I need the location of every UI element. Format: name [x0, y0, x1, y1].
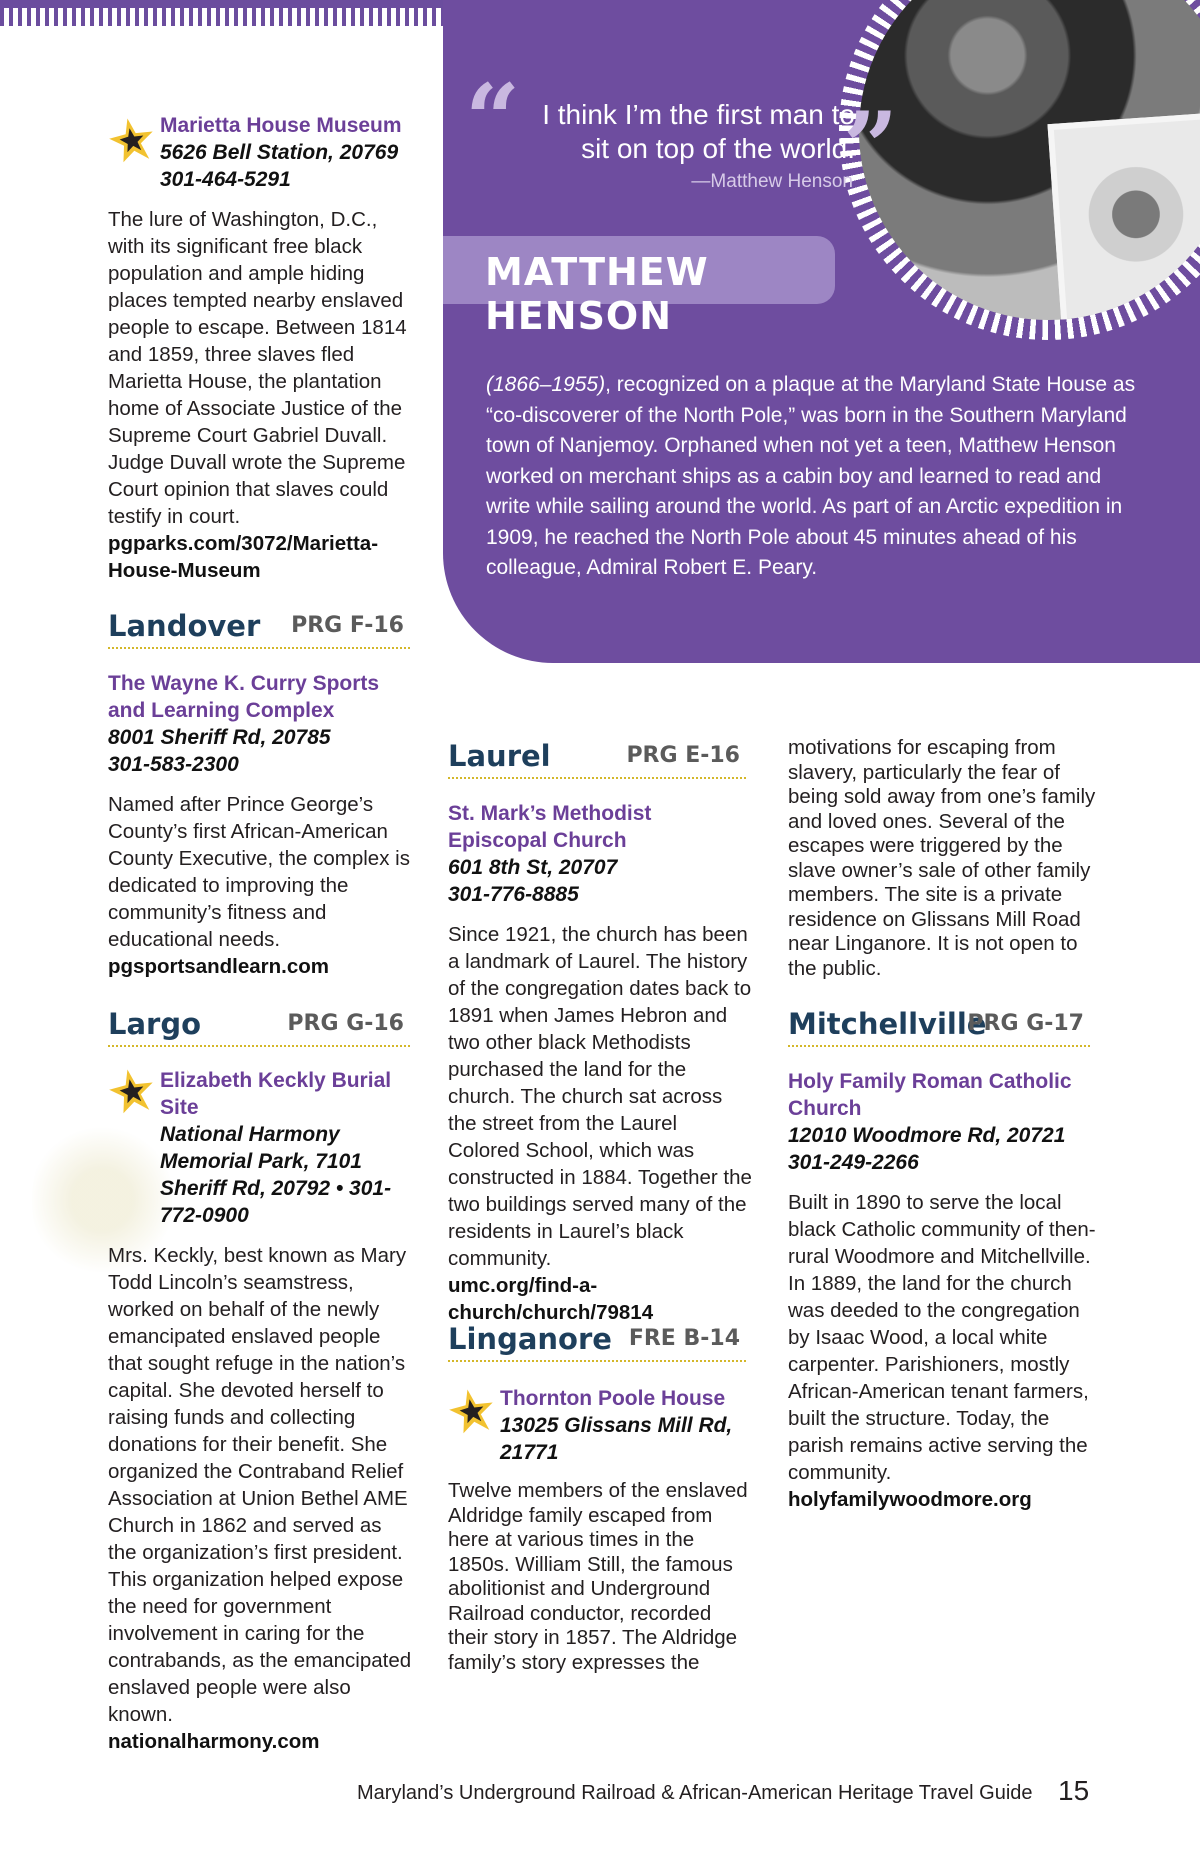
henson-quote: I think I’m the first man to sit on top of the world. [542, 99, 855, 164]
entry-address: 5626 Bell Station, 20769 [160, 141, 399, 164]
entry-title: Marietta House Museum [160, 114, 402, 137]
map-grid-ref: PRG E-16 [626, 743, 740, 768]
page-number: 15 [1058, 1775, 1090, 1806]
entry-url[interactable]: holyfamilywoodmore.org [788, 1488, 1032, 1511]
thornton-poole-continued [788, 736, 1096, 981]
map-grid-ref: FRE B-14 [628, 1326, 740, 1351]
quote-close-icon: ” [843, 91, 899, 204]
quote-attribution: —Matthew Henson [691, 171, 853, 192]
town-name: Mitchellville [788, 1007, 987, 1041]
entry-body: Mrs. Keckly, best known as Mary Todd Lincoln’s seamstress, worked on behalf of the newly emancipated enslaved people that sought refuge in the nation’s capital. She devoted herself to raising funds and collecting donations for their benefit. She organized the Contraband Relief Association at Union Bethel AME Church in 1862 and served as the organization’s first president. This organization helped expose the need for government involvement in caring for the contrabands, as the emancipated enslaved people were also known. [108, 1244, 412, 1726]
entry-body: Named after Prince George’s County’s first African-American County Executive, the complex is dedicated to improving the community’s fitness and educational needs. [108, 793, 410, 951]
town-name: Laurel [448, 739, 551, 773]
held-photograph [1047, 112, 1200, 320]
entry-body: Built in 1890 to serve the local black Catholic community of then-rural Woodmore and Mitchellville. In 1889, the land for the church was deeded to the congregation by Isaac Wood, a local white carpenter. Parishioners, mostly African-American tenant farmers, built the structure. Today, the parish remains active serving the community. [788, 1191, 1096, 1484]
star-icon [448, 1387, 496, 1435]
entry-address: 12010 Woodmore Rd, 20721 [788, 1124, 1066, 1147]
town-header-laurel [448, 739, 746, 779]
holy-family-entry [788, 1068, 1096, 1513]
entry-body: Since 1921, the church has been a landmark of Laurel. The history of the congregation dates back to 1891 when James Hebron and two other black Methodists purchased the land for the church. The church sat across the street from the Laurel Colored School, which was constructed in 1884. Together the two buildings served many of the residents in Laurel’s black community. [448, 923, 752, 1270]
entry-url[interactable]: umc.org/find-a-church/church/79814 [448, 1274, 654, 1324]
town-header-linganore [448, 1322, 746, 1362]
henson-years: (1866–1955) [486, 373, 606, 396]
name-banner [443, 236, 835, 338]
star-icon [108, 116, 156, 164]
town-header-landover [108, 609, 410, 649]
marietta-house-entry [108, 112, 413, 584]
star-icon [108, 1067, 156, 1115]
entry-phone: 301-776-8885 [448, 883, 579, 906]
entry-title: Thornton Poole House [500, 1387, 726, 1410]
henson-bio [486, 370, 1146, 584]
entry-url[interactable]: pgsportsandlearn.com [108, 955, 329, 978]
matthew-henson-callout [443, 0, 1200, 663]
entry-title: St. Mark’s Methodist Episcopal Church [448, 802, 652, 852]
thornton-poole-entry [448, 1385, 753, 1675]
entry-url[interactable]: nationalharmony.com [108, 1730, 320, 1753]
map-grid-ref: PRG G-17 [967, 1011, 1084, 1036]
entry-title: Holy Family Roman Catholic Church [788, 1070, 1072, 1120]
entry-phone: 301-583-2300 [108, 753, 239, 776]
entry-phone: 301-464-5291 [160, 168, 291, 191]
entry-body: Twelve members of the enslaved Aldridge family escaped from here at various times in the 1850s. William Still, the famous abolitionist and Underground Railroad conductor, recorded their story in 1857. The Aldridge family’s story expresses the [448, 1479, 748, 1674]
entry-address: 8001 Sheriff Rd, 20785 [108, 726, 331, 749]
henson-bio-text: , recognized on a plaque at the Maryland State House as “co-discoverer of the North Pole,” was born in the Southern Maryland town of Nanjemoy. Orphaned when not yet a teen, Matthew Henson worked on merchant ships as a cabin boy and learned to read and write while sailing around the world. As part of an Arctic expedition in 1909, he reached the North Pole about 45 minutes ahead of his colleague, Admiral Robert E. Peary. [486, 373, 1136, 579]
entry-phone: 301-249-2266 [788, 1151, 919, 1174]
map-grid-ref: PRG F-16 [291, 613, 404, 638]
entry-title: Elizabeth Keckly Burial Site [160, 1069, 392, 1119]
entry-address: National Harmony Memorial Park, 7101 Sheriff Rd, 20792 • 301-772-0900 [160, 1123, 392, 1227]
entry-body: The lure of Washington, D.C., with its significant free black population and ample hiding places tempted nearby enslaved people to escape. Between 1814 and 1859, three slaves fled Marietta House, the plantation home of Associate Justice of the Supreme Court Gabriel Duvall. Judge Duvall wrote the Supreme Court opinion that slaves could testify in court. [108, 208, 407, 528]
town-name: Landover [108, 609, 261, 643]
town-header-mitchellville [788, 1007, 1090, 1047]
town-header-largo [108, 1007, 410, 1047]
footer-guide-title: Maryland’s Underground Railroad & African-American Heritage Travel Guide [357, 1782, 1033, 1804]
curry-complex-entry [108, 670, 413, 980]
town-name: Largo [108, 1007, 202, 1041]
entry-body-continued: motivations for escaping from slavery, particularly the fear of being sold away from one’s family and loved ones. Several of the escapes were triggered by the slave owner’s sale of other family members. The site is a private residence on Glissans Mill Road near Linganore. It is not open to the public. [788, 736, 1096, 980]
st-marks-entry [448, 800, 753, 1326]
map-grid-ref: PRG G-16 [287, 1011, 404, 1036]
quote-open-icon: “ [465, 63, 521, 176]
entry-url[interactable]: pgparks.com/3072/Marietta-House-Museum [108, 532, 379, 582]
henson-name: MATTHEW HENSON [485, 250, 709, 338]
entry-address: 601 8th St, 20707 [448, 856, 618, 879]
entry-address: 13025 Glissans Mill Rd, 21771 [500, 1414, 733, 1464]
keckly-burial-entry [108, 1067, 413, 1755]
entry-title: The Wayne K. Curry Sports and Learning Complex [108, 672, 380, 722]
town-name: Linganore [448, 1322, 612, 1356]
